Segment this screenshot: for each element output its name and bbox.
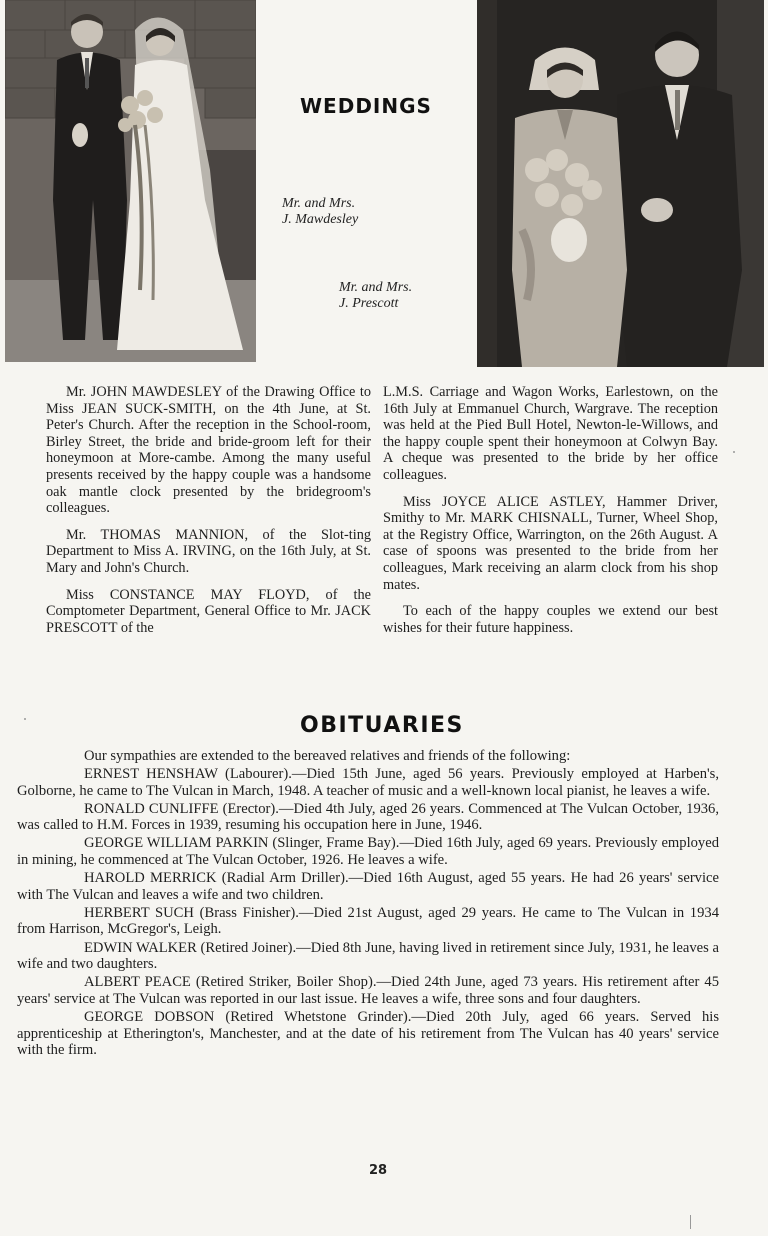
wedding-closing-wishes: To each of the happy couples we extend our best wishes for their future happiness.	[383, 603, 718, 636]
wedding-announcement: Mr. THOMAS MANNION, of the Slot-ting Department to Miss A. IRVING, on the 16th July, at St. Mary and John's Church.	[46, 526, 371, 576]
obituary-entry: HERBERT SUCH (Brass Finisher).—Died 21st August, aged 29 years. He came to The Vulcan in 1934 from Harrison, McGregor's, Leigh.	[17, 904, 719, 938]
weddings-heading: WEDDINGS	[300, 94, 432, 118]
caption-prescott	[339, 280, 412, 312]
obituaries-heading: OBITUARIES	[300, 713, 464, 738]
photo-image-icon	[477, 0, 764, 367]
obituary-entry: HAROLD MERRICK (Radial Arm Driller).—Died 16th August, aged 55 years. He had 26 years' service with The Vulcan and leaves a wife and two children.	[17, 870, 719, 903]
wedding-photo-mawdesley	[5, 0, 256, 362]
caption-line: Mr. and Mrs.	[282, 196, 356, 211]
wedding-announcement: Miss JOYCE ALICE ASTLEY, Hammer Driver, Smithy to Mr. MARK CHISNALL, Turner, Wheel Shop, at the Registry Office, Warrington, on the 26th August. A case of spoons was presented to the bride from her colleagues, Mark receiving an alarm clock from his shop mates.	[383, 493, 718, 593]
caption-line: J. Mawdesley	[282, 212, 359, 227]
obituaries-list	[17, 748, 719, 1060]
weddings-column-right	[383, 384, 718, 646]
photo-image-icon	[5, 0, 256, 362]
weddings-column-left	[46, 384, 371, 646]
obituary-entry: ERNEST HENSHAW (Labourer).—Died 15th June, aged 56 years. Previously employed at Harben's, Golborne, he came to The Vulcan in March, 1948. A teacher of music and a well-known local pianist, he leaves a wife.	[17, 766, 719, 799]
wedding-photo-prescott	[477, 0, 764, 367]
paper-speck	[733, 451, 735, 453]
obituary-entry: GEORGE WILLIAM PARKIN (Slinger, Frame Bay).—Died 16th July, aged 69 years. Previously employed in mining, he commenced at The Vulcan October, 1926. He leaves a wife.	[17, 835, 719, 869]
obituaries-intro: Our sympathies are extended to the bereaved relatives and friends of the following:	[84, 748, 571, 764]
page-number: 28	[369, 1163, 388, 1178]
obituary-entry: ALBERT PEACE (Retired Striker, Boiler Shop).—Died 24th June, aged 73 years. His retirement after 45 years' service at The Vulcan was reported in our last issue. He leaves a wife, three sons and four daughters.	[17, 974, 719, 1007]
caption-line: J. Prescott	[339, 296, 399, 311]
caption-mawdesley	[282, 196, 358, 228]
paper-speck	[24, 718, 26, 720]
obituary-entry: RONALD CUNLIFFE (Erector).—Died 4th July, aged 26 years. Commenced at The Vulcan October, 1936, was called to H.M. Forces in 1939, resuming his occupation here in June, 1946.	[17, 800, 719, 834]
wedding-announcement-continued: L.M.S. Carriage and Wagon Works, Earlestown, on the 16th July at Emmanuel Church, Wargrave. The reception was held at the Pied Bull Hotel, Newton-le-Willows, and the happy couple spent their honeymoon at Colwyn Bay. A cheque was presented to the bride by her office colleagues.	[383, 384, 718, 483]
obituary-entry: GEORGE DOBSON (Retired Whetstone Grinder).—Died 20th July, aged 66 years. Served his apprenticeship at Etherington's, Manchester, and at the date of his retirement from The Vulcan has 40 years' service with the firm.	[17, 1008, 719, 1059]
wedding-announcement: Miss CONSTANCE MAY FLOYD, of the Comptometer Department, General Office to Mr. JACK PRESCOTT of the	[46, 586, 371, 636]
paper-mark	[690, 1215, 691, 1229]
caption-line: Mr. and Mrs.	[339, 280, 413, 295]
obituary-entry: EDWIN WALKER (Retired Joiner).—Died 8th June, having lived in retirement since July, 1931, he leaves a wife and two daughters.	[17, 939, 719, 973]
wedding-announcement: Mr. JOHN MAWDESLEY of the Drawing Office to Miss JEAN SUCK-SMITH, on the 4th June, at St. Peter's Church. After the reception in the School-room, Birley Street, the bride and bride-groom left for their honeymoon at More-cambe. Among the many useful presents received by the happy couple was a handsome oak mantle clock presented by the bridegroom's colleagues.	[46, 384, 371, 517]
